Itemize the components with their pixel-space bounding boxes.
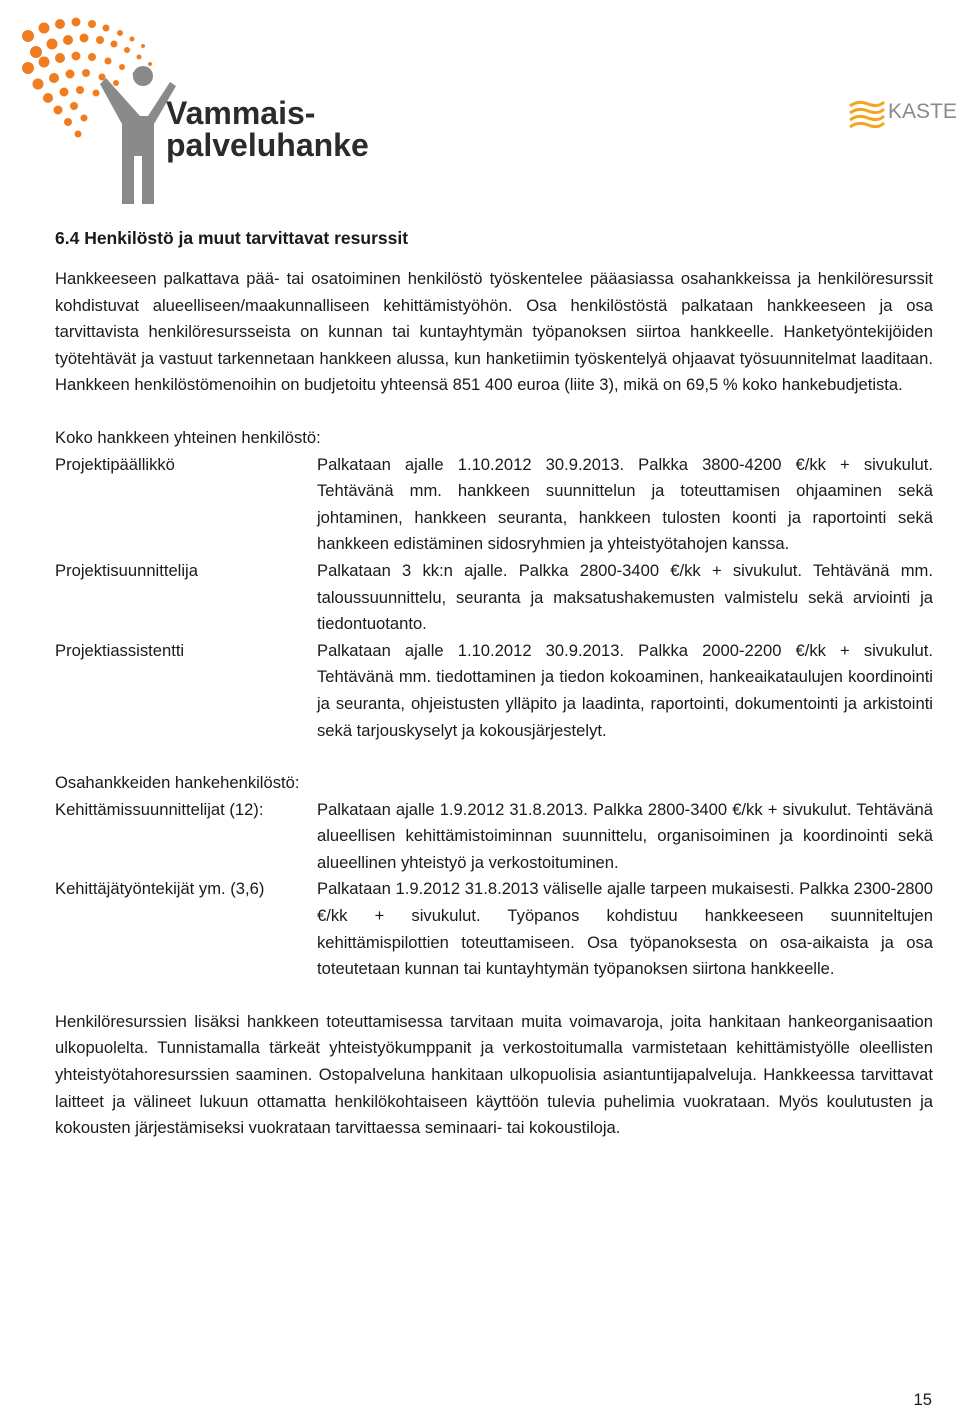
staff-description: Palkataan ajalle 1.10.2012 30.9.2013. Palkka 3800-4200 €/kk + sivukulut. Tehtävänä mm. hankkeen suunnittelun ja toteuttamisen ohjaaminen sekä johtaminen, hankkeen seuranta, hankkeen tulosten koonti ja raportointi sekä hankkeen edistäminen sidosryhmien ja yhteistyötahojen kanssa. xyxy=(317,454,933,554)
common-staff-heading: Koko hankkeen yhteinen henkilöstö: xyxy=(55,427,321,447)
staff-role: Projektisuunnittelija xyxy=(55,560,198,580)
staff-row xyxy=(55,797,933,877)
staff-role: Projektiassistentti xyxy=(55,640,185,660)
staff-row xyxy=(55,638,933,744)
staff-description: Palkataan ajalle 1.9.2012 31.8.2013. Palkka 2800-3400 €/kk + sivukulut. Tehtävänä alueellisen kehittämistoiminnan suunnittelu, organisoiminen ja koordinointi sekä alueellinen yhteistyö ja verkostoituminen. xyxy=(317,799,933,872)
closing-paragraph: Henkilöresurssien lisäksi hankkeen toteuttamisessa tarvitaan muita voimavaroja, joita hankitaan hankeorganisaation ulkopuolelta. Tunnistamalla tärkeät yhteistyökumppanit ja verkostoitumalla varmistetaan kehittämistyölle oleellisten yhteistyötahoresurssien saaminen. Ostopalveluna hankitaan ulkopuolisia asiantuntijapalveluja. Hankkeessa tarvittavat laitteet ja välineet lukuun ottamatta henkilökohtaiseen käyttöön tulevia puhelimia vuokrataan. Myös koulutusten ja kokousten järjestämiseksi vuokrataan tarvittaessa seminaari- tai kokoustiloja. xyxy=(55,1011,933,1138)
staff-row xyxy=(55,876,933,982)
staff-description: Palkataan ajalle 1.10.2012 30.9.2013. Palkka 2000-2200 €/kk + sivukulut. Tehtävänä mm. tiedottaminen ja tiedon kokoaminen, hankeaikataulujen koordinointi ja seuranta, ohjeistusten ylläpito ja laadinta, raportointi, dokumentointi ja arkistointi sekä tarjouskyselyt ja kokousjärjestelyt. xyxy=(317,640,933,740)
logo-text-line2: palveluhanke xyxy=(166,127,369,163)
staff-role: Projektipäällikkö xyxy=(55,454,175,474)
staff-role: Kehittäjätyöntekijät ym. (3,6) xyxy=(55,879,265,899)
document-content xyxy=(55,226,933,1142)
intro-paragraph: Hankkeeseen palkattava pää- tai osatoiminen henkilöstö työskentelee pääasiassa osahankkeissa ja henkilöresurssit kohdistuvat alueelliseen/maakunnalliseen kehittämistyöhön. Osa henkilöstöstä palkataan hankkeeseen ja osa tarvittavista henkilöresursseista on kunnan tai kuntayhtymän työpanoksen siirtoa hankkeelle. Hanketyöntekijöiden työtehtävät ja vastuut tarkennetaan hankkeen alussa, kun hanketiimin työskentelyä ohjaavat työsuunnitelmat laaditaan. Hankkeen henkilöstömenoihin on budjetoitu yhteensä 851 400 euroa (liite 3), mikä on 69,5 % koko hankebudjetista. xyxy=(55,269,933,395)
kaste-wave-icon xyxy=(850,102,884,127)
sub-project-staff-heading: Osahankkeiden hankehenkilöstö: xyxy=(55,773,300,793)
staff-row xyxy=(55,558,933,638)
vammaispalveluhanke-logo xyxy=(8,6,408,206)
kaste-text: KASTE xyxy=(888,100,957,123)
person-figure-icon xyxy=(100,66,176,204)
logo-text-line1: Vammais- xyxy=(166,95,316,131)
staff-description: Palkataan 1.9.2012 31.8.2013 väliselle ajalle tarpeen mukaisesti. Palkka 2300-2800 €/kk + sivukulut. Työpanos kohdistuu hankkeeseen suunniteltujen kehittämispilottien toteuttamiseen. Osa työpanoksesta on osa-aikaista ja osa toteutetaan kunnan tai kuntayhtymän työpanoksen siirtona hankkeelle. xyxy=(317,879,933,979)
kaste-logo xyxy=(846,92,958,138)
staff-description: Palkataan 3 kk:n ajalle. Palkka 2800-3400 €/kk + sivukulut. Tehtävänä mm. taloussuunnittelu, seuranta ja maksatushakemusten valmistelu sekä arviointi ja tiedontuotanto. xyxy=(317,560,933,634)
staff-row xyxy=(55,452,933,558)
page-number: 15 xyxy=(913,1390,932,1409)
staff-role: Kehittämissuunnittelijat (12): xyxy=(55,799,264,819)
section-heading: 6.4 Henkilöstö ja muut tarvittavat resurssit xyxy=(55,228,409,248)
